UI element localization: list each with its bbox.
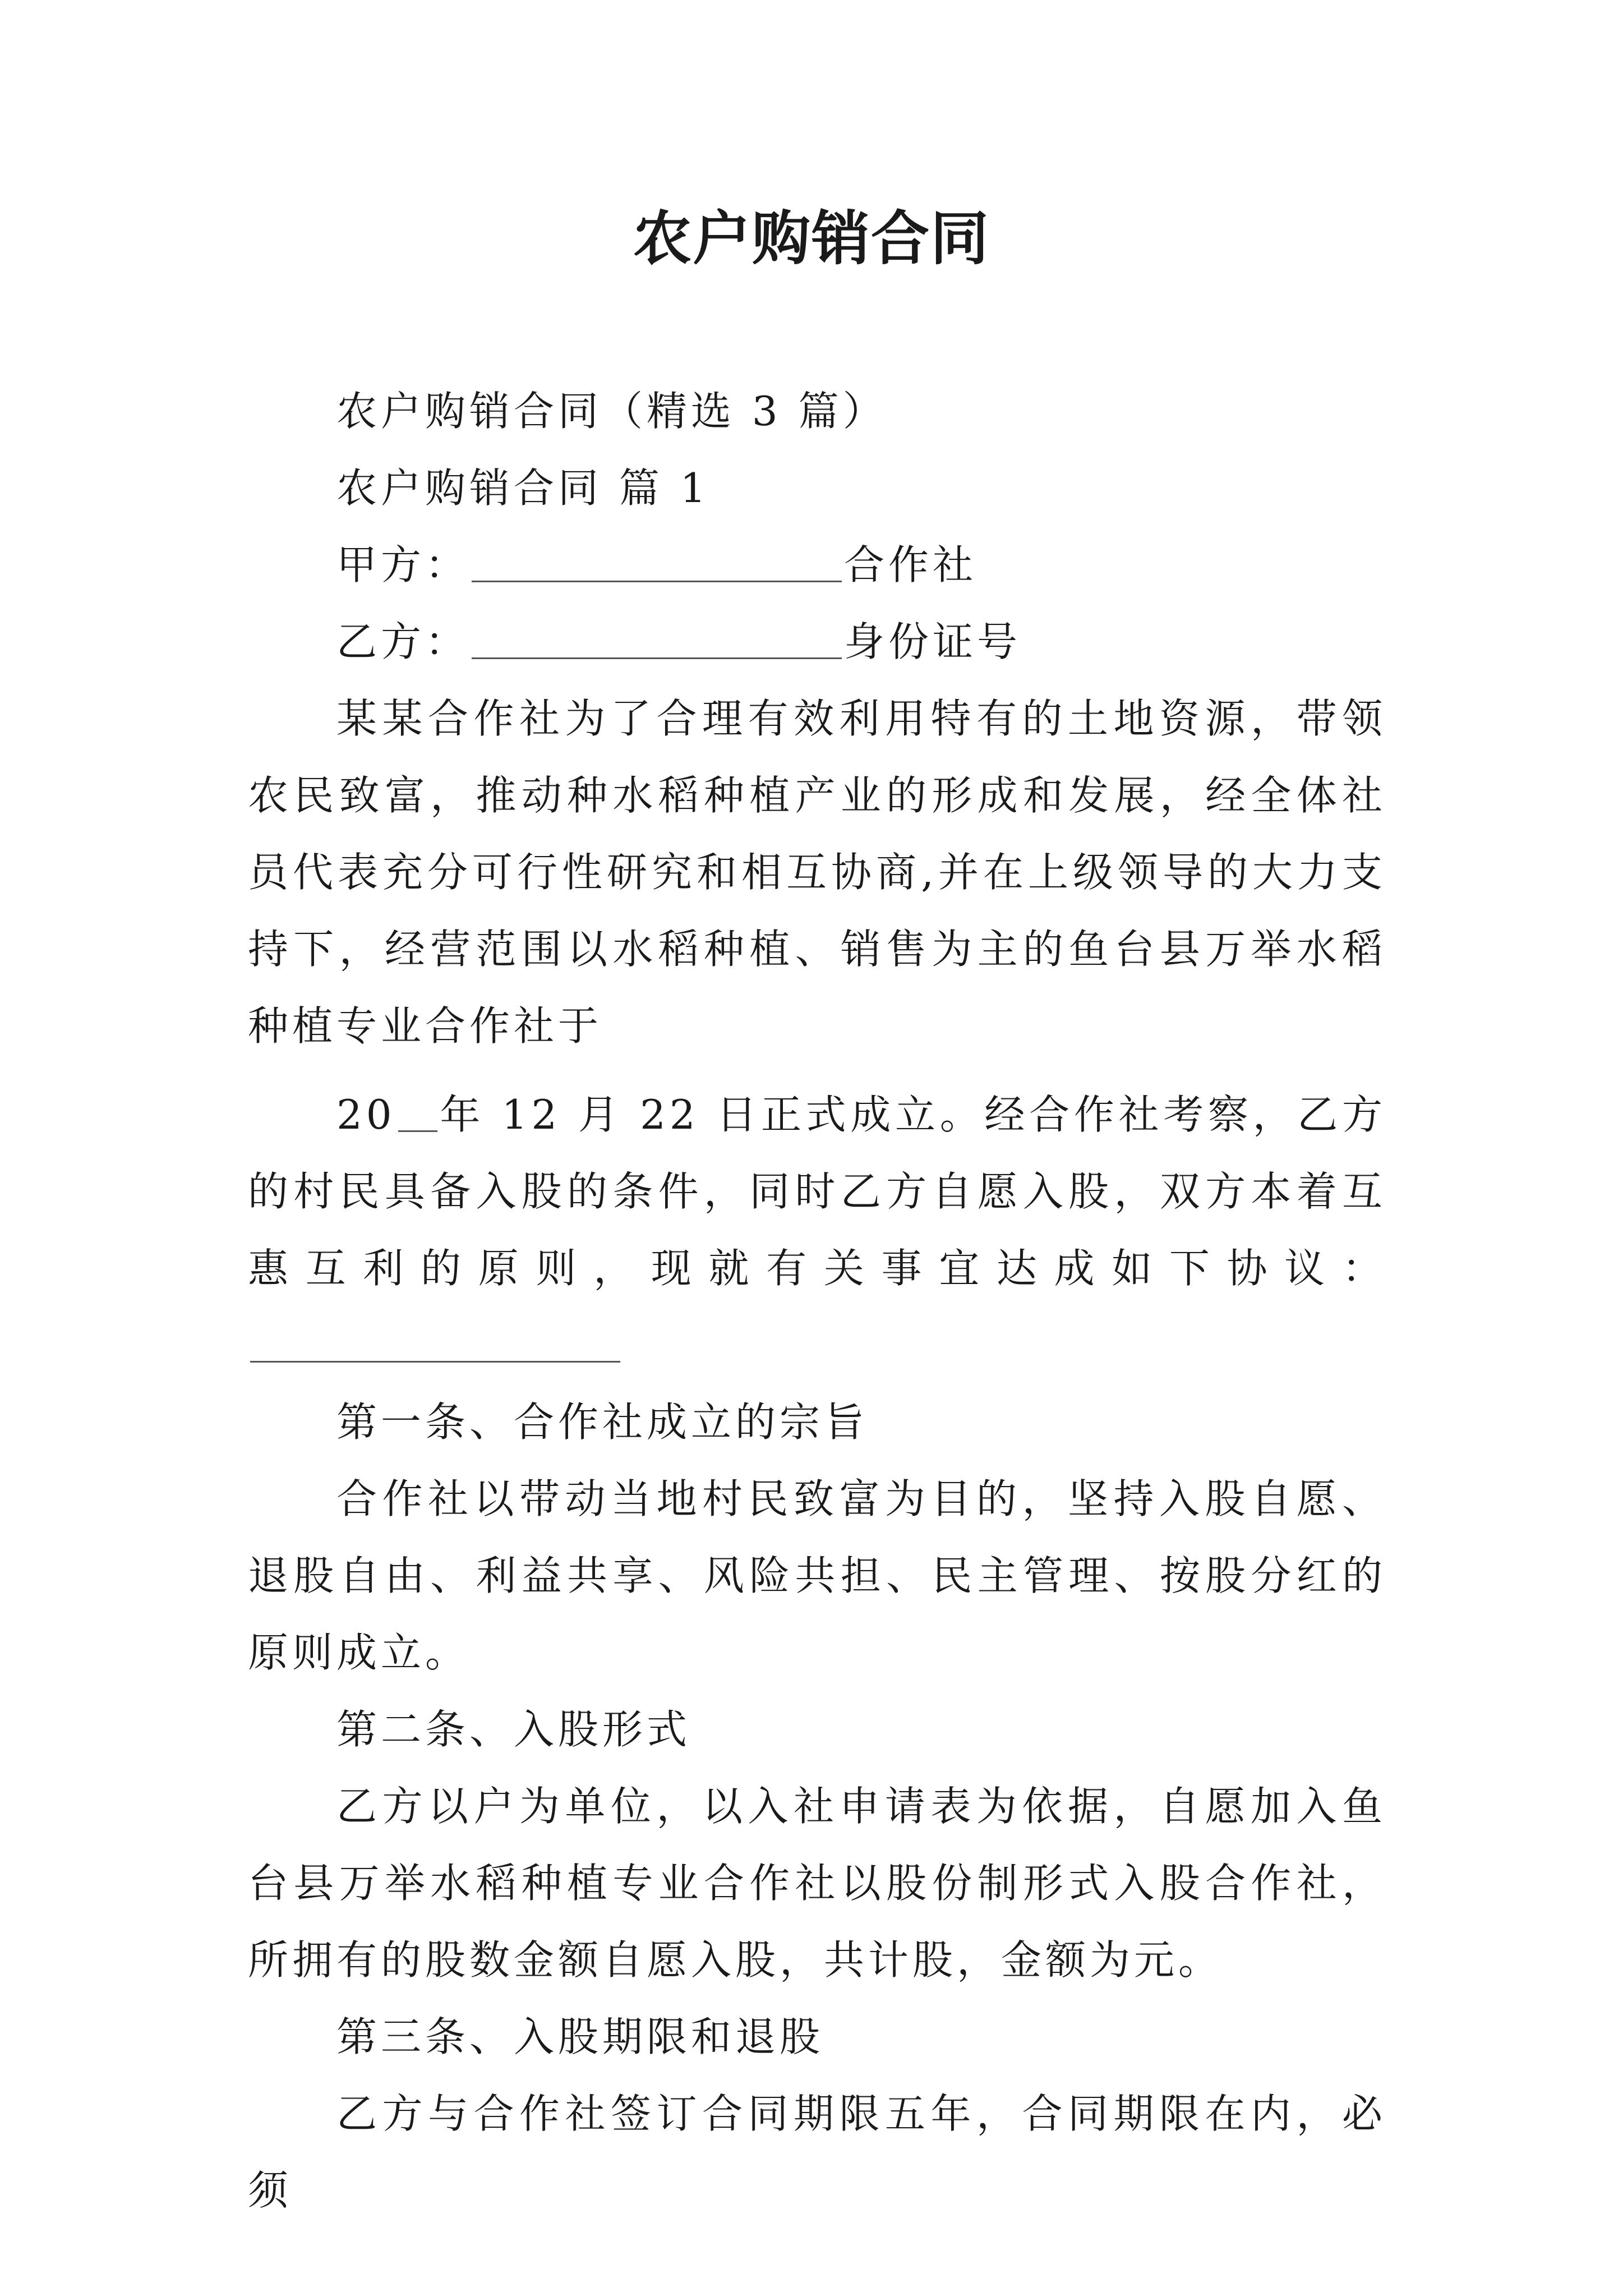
subtitle: 农户购销合同（精选 3 篇） xyxy=(336,388,887,435)
article-3-text: 乙方与合作社签订合同期限五年，合同期限在内，必须 xyxy=(248,2090,1386,2214)
document-title: 农户购销合同 xyxy=(633,204,990,273)
party-b-label: 乙方： xyxy=(336,618,470,665)
party-a-suffix: 合作社 xyxy=(844,541,978,588)
article-1-text: 合作社以带动当地村民致富为目的，坚持入股自愿、退股自由、利益共享、风险共担、民主管理、按股分红的原则成立。 xyxy=(248,1475,1386,1676)
founding-paragraph xyxy=(248,1076,1386,1384)
party-a-blank xyxy=(472,542,842,582)
party-b-line xyxy=(248,604,1386,680)
intro-paragraph: 某某合作社为了合理有效利用特有的土地资源，带领农民致富，推动种水稻种植产业的形成和发展，经全体社员代表充分可行性研究和相互协商,并在上级领导的大力支持下，经营范围以水稻种植、销售为主的鱼台县万举水稻种植专业合作社于 xyxy=(248,695,1386,1050)
party-b-blank xyxy=(472,619,842,659)
party-a-line xyxy=(248,527,1386,604)
section-heading: 农户购销合同 篇 1 xyxy=(336,464,710,512)
agreement-blank xyxy=(250,1323,620,1363)
article-2-text: 乙方以户为单位，以入社申请表为依据，自愿加入鱼台县万举水稻种植专业合作社以股份制形式入股合作社，所拥有的股数金额自愿入股，共计股，金额为元。 xyxy=(248,1783,1386,1984)
founding-year-blank xyxy=(398,1092,437,1132)
document-body xyxy=(248,373,1386,2229)
founding-year-prefix: 20 xyxy=(336,1091,396,1138)
party-a-label: 甲方： xyxy=(336,541,470,588)
article-3-heading: 第三条、入股期限和退股 xyxy=(336,2013,824,2060)
founding-text: 年 12 月 22 日正式成立。经合作社考察，乙方的村民具备入股的条件，同时乙方自愿入股，双方本着互惠互利的原则，现就有关事宜达成如下协议： xyxy=(248,1091,1386,1292)
article-1-heading: 第一条、合作社成立的宗旨 xyxy=(336,1398,869,1446)
party-b-suffix: 身份证号 xyxy=(844,618,1022,665)
article-2-heading: 第二条、入股形式 xyxy=(336,1706,691,1753)
